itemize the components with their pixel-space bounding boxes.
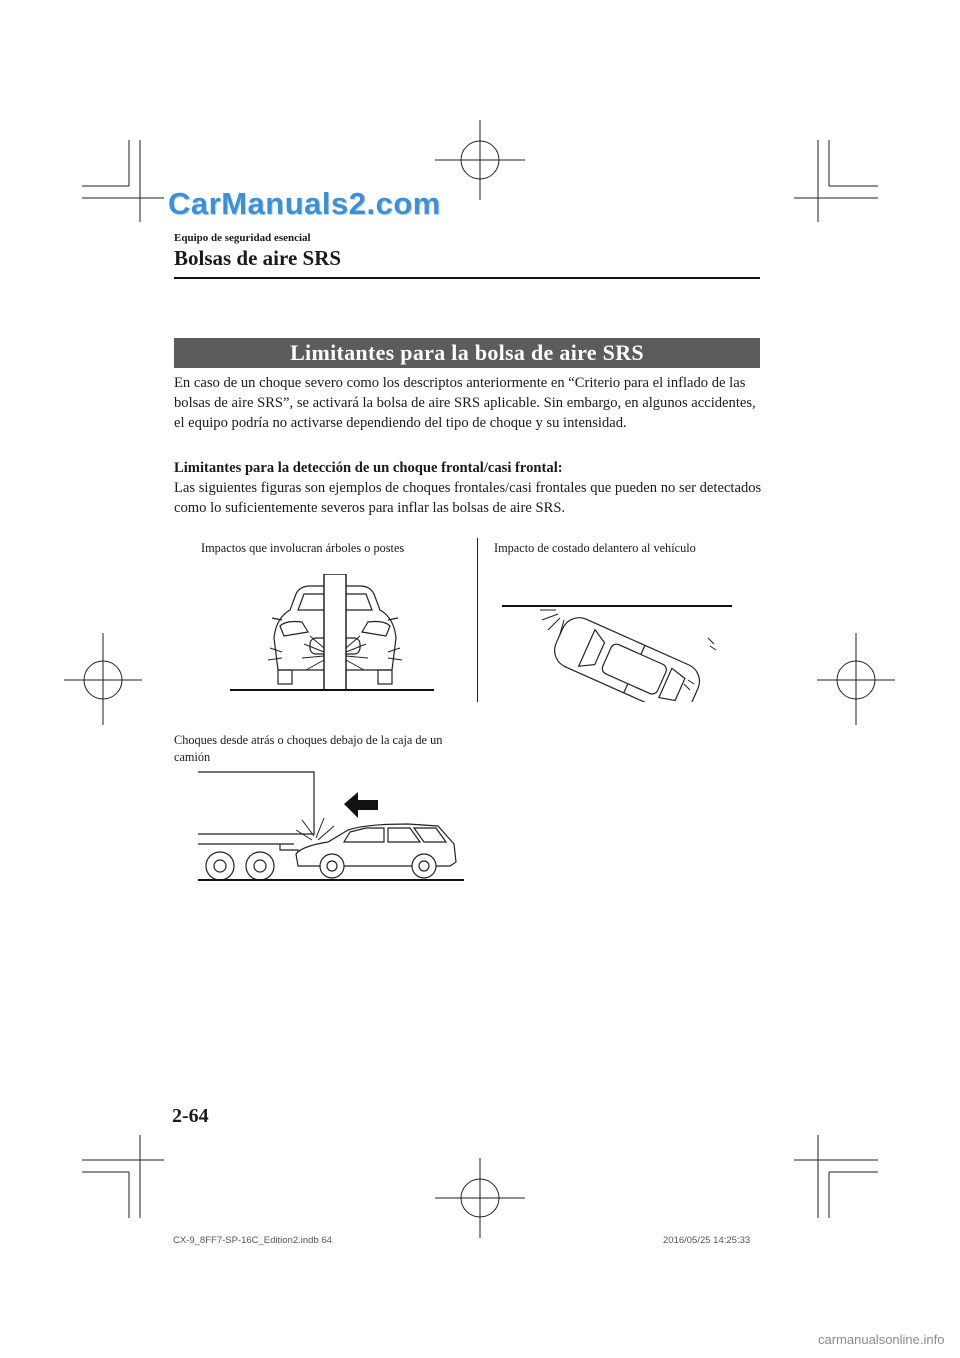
- footer-file: CX-9_8FF7-SP-16C_Edition2.indb 64: [173, 1235, 332, 1246]
- pole-impact-caption: Impactos que involucran árboles o postes: [201, 541, 405, 555]
- registration-target-top: [435, 120, 525, 200]
- side-impact-illustration: [498, 598, 736, 702]
- truck-underride-illustration: [198, 770, 466, 886]
- body-paragraph: Las siguientes figuras son ejemplos de choques frontales/casi frontales que pueden no ser detectados como lo suficientemente severos para inflar las bolsas de aire SRS.: [174, 480, 762, 516]
- registration-target-bottom: [435, 1158, 525, 1238]
- section-label: Equipo de seguridad esencial: [174, 232, 311, 244]
- registration-target-right: [817, 633, 895, 725]
- title-divider: [174, 277, 760, 279]
- side-impact-caption: Impacto de costado delantero al vehículo: [494, 541, 696, 555]
- truck-impact-caption: Choques desde atrás o choques debajo de la caja de un camión: [174, 733, 443, 764]
- page-number: 2-64: [172, 1105, 209, 1127]
- watermark-logo[interactable]: CarManuals2.com: [168, 186, 441, 221]
- section-banner: Limitantes para la bolsa de aire SRS: [174, 338, 760, 368]
- figure-divider: [477, 538, 478, 702]
- registration-target-left: [64, 633, 142, 725]
- page-title: Bolsas de aire SRS: [174, 246, 342, 270]
- footer-timestamp: 2016/05/25 14:25:33: [663, 1235, 751, 1246]
- pole-impact-illustration: [226, 574, 438, 696]
- footer-site-link[interactable]: carmanualsonline.info: [818, 1332, 945, 1347]
- subheading: Limitantes para la detección de un choque frontal/casi frontal:: [174, 460, 563, 476]
- intro-paragraph: En caso de un choque severo como los descriptos anteriormente en “Criterio para el inflado de las bolsas de aire SRS”, se activará la bolsa de aire SRS aplicable. Sin embargo, en algunos accidentes, el equipo podría no activarse dependiendo del tipo de choque y su intensidad.: [174, 375, 756, 431]
